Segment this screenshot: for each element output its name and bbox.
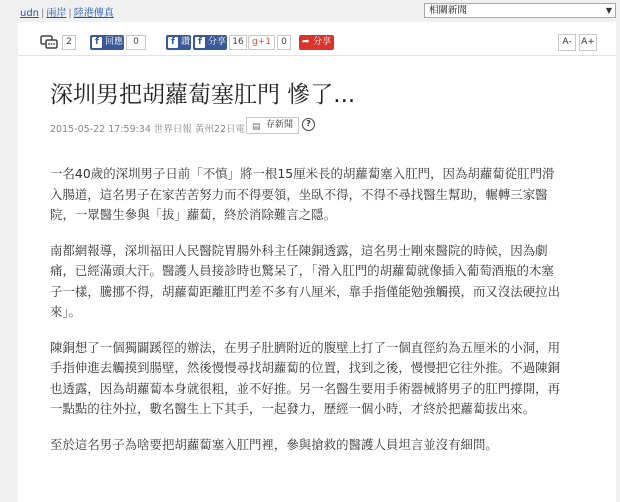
article-title: 深圳男把胡蘿蔔塞肛門 慘了... [50, 82, 356, 108]
facebook-like-label: 讚 [181, 37, 191, 47]
share-arrow-icon: ➦ [302, 37, 310, 47]
save-news-button[interactable] [246, 117, 299, 134]
font-larger-button[interactable]: A+ [579, 34, 597, 51]
breadcrumb-section-link[interactable]: 兩岸 [46, 8, 67, 19]
facebook-comment-label: 回應 [105, 37, 124, 47]
facebook-comment-button[interactable] [90, 35, 124, 50]
dropdown-arrow-icon: ▼ [605, 6, 612, 15]
facebook-icon: f [195, 37, 205, 48]
help-icon[interactable]: ? [302, 118, 315, 131]
facebook-like-button[interactable] [166, 35, 191, 50]
google-plus-button[interactable]: g+1 [248, 35, 275, 50]
save-news-label: 存新聞 [266, 120, 294, 130]
article-meta: 2015-05-22 17:59:34 世界日報 黃州22日電 [50, 124, 246, 135]
related-news-select-value: 相關新聞 [429, 5, 468, 16]
facebook-icon: f [168, 37, 178, 48]
breadcrumb-subsection-link[interactable]: 陸港傳真 [73, 8, 114, 19]
facebook-share-label: 分享 [208, 37, 227, 47]
save-icon: ▤ [252, 122, 261, 132]
article-paragraph: 南都網報導，深圳福田人民醫院胃腸外科主任陳銅透露，這名男士剛來醫院的時候，因為劇痛，已經滿頭大汗。醫護人員接診時也驚呆了，「滑入肛門的胡蘿蔔就像插入葡萄酒瓶的木塞子一樣，騰挪不得，胡蘿蔔距離肛門差不多有八厘米，靠手指僅能勉強觸摸，而又沒法硬拉出來」。 [50, 242, 561, 319]
article-body [50, 164, 564, 470]
article-paragraph: 至於這名男子為啥要把胡蘿蔔塞入肛門裡，參與搶救的醫護人員坦言並沒有細問。 [50, 436, 498, 452]
comment-icon[interactable] [40, 35, 58, 50]
comment-count: 2 [62, 35, 76, 50]
article-paragraph: 一名40歲的深圳男子日前「不慎」將一根15厘米長的胡蘿蔔塞入肛門，因為胡蘿蔔從肛門滑入腸道，這名男子在家苦苦努力而不得要領，坐臥不得，不得不尋找醫生幫助，輾轉三家醫院，一眾醫生參與「拔」蘿蔔，終於消除難言之隱。 [50, 166, 555, 222]
share-button-label: 分享 [313, 37, 332, 47]
article-paragraph: 陳銅想了一個獨闢蹊徑的辦法，在男子肚臍附近的腹壁上打了一個直徑約為五厘米的小洞，用手指伸進去觸摸到腸壁，然後慢慢尋找胡蘿蔔的位置，找到之後，慢慢把它往外推。不過陳銅也透露，因為胡蘿蔔本身就很粗，並不好推。另一名醫生要用手術器械將男子的肛門撐開，再一點點的往外拉，數名醫生上下其手，一起發力，歷經一個小時，才終於把蘿蔔拔出來。 [50, 339, 561, 416]
breadcrumb [20, 4, 114, 19]
font-smaller-button[interactable]: A- [558, 34, 576, 51]
top-bar [0, 0, 620, 20]
breadcrumb-separator: | [41, 8, 45, 19]
facebook-share-count: 16 [229, 35, 247, 50]
breadcrumb-home-link[interactable]: udn [20, 8, 40, 19]
facebook-share-button[interactable] [193, 35, 227, 50]
share-toolbar [18, 22, 616, 56]
breadcrumb-separator: | [68, 8, 72, 19]
facebook-icon: f [92, 37, 102, 48]
share-button[interactable] [299, 35, 334, 50]
related-news-select[interactable] [424, 3, 616, 18]
google-plus-count: 0 [277, 35, 291, 50]
facebook-comment-count: 0 [126, 35, 146, 50]
